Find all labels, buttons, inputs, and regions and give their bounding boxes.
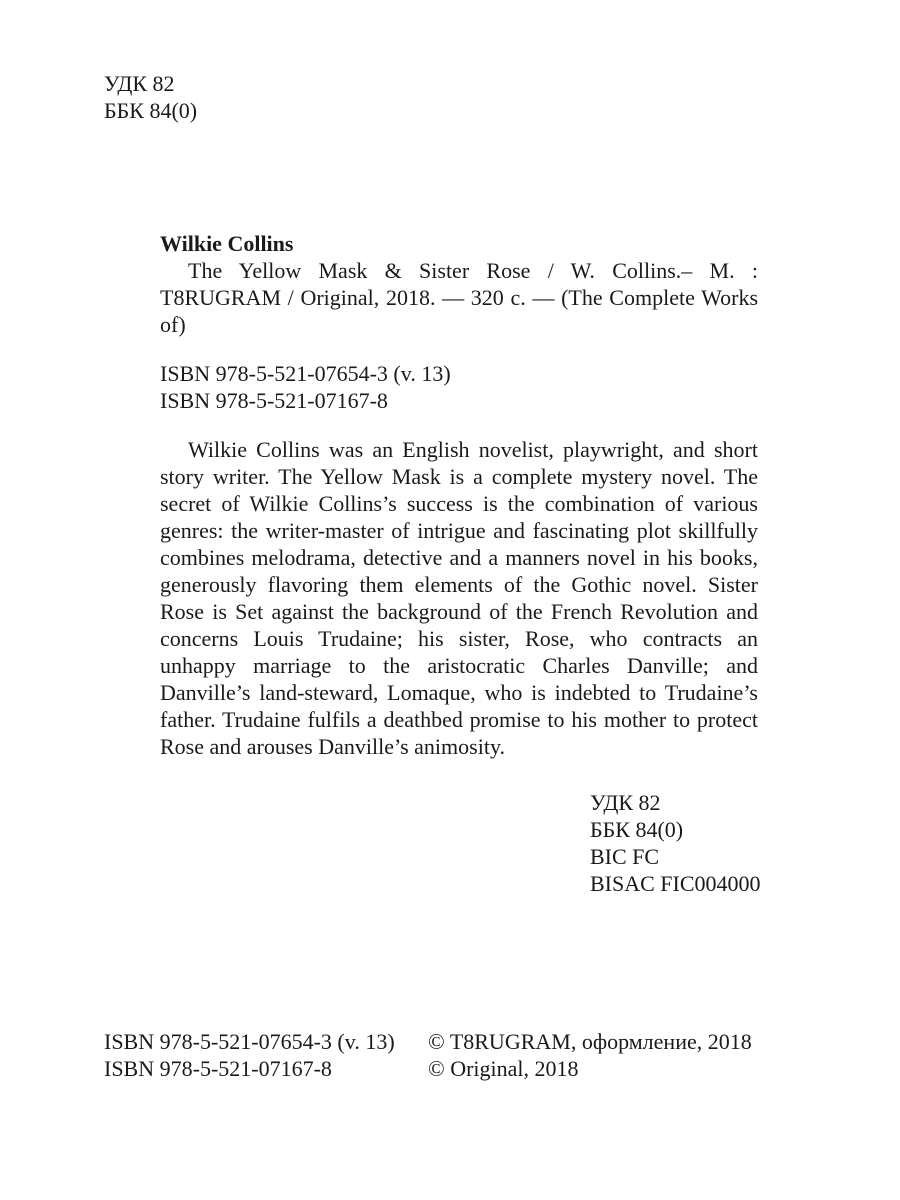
bic-code: BIC FC (590, 844, 660, 869)
footer-isbn-list (104, 1028, 395, 1082)
udk-code: УДК 82 (104, 71, 175, 96)
author-name: Wilkie Collins (160, 231, 294, 256)
copyright-notices (428, 1028, 752, 1082)
isbn-series: ISBN 978-5-521-07167-8 (160, 388, 388, 413)
copyright-design: © T8RUGRAM, оформление, 2018 (428, 1029, 752, 1054)
classification-codes (590, 789, 761, 897)
header-classification-codes (104, 70, 197, 124)
copyright-original: © Original, 2018 (428, 1056, 579, 1081)
footer-isbn-volume: ISBN 978-5-521-07654-3 (v. 13) (104, 1029, 395, 1054)
bbk-code: ББК 84(0) (104, 98, 198, 123)
bbk-code: ББК 84(0) (590, 817, 684, 842)
bibliographic-description: The Yellow Mask & Sister Rose / W. Collins.– M. : T8RUGRAM / Original, 2018. — 320 c. — (The Complete Works of) (160, 258, 758, 337)
isbn-list (160, 360, 758, 414)
bibliographic-record (160, 230, 758, 760)
udk-code: УДК 82 (590, 790, 661, 815)
isbn-volume: ISBN 978-5-521-07654-3 (v. 13) (160, 361, 451, 386)
annotation-paragraph: Wilkie Collins was an English novelist, playwright, and short story writer. The Yellow Mask is a complete mystery novel. The secret of Wilkie Collins’s success is the combination of various genres: the writer-master of intrigue and fascinating plot skillfully combines melodrama, detective and a manners novel in his books, generously flavoring them elements of the Gothic novel. Sister Rose is Set against the background of the French Revolution and concerns Louis Trudaine; his sister, Rose, who contracts an unhappy marriage to the aristocratic Charles Danville; and Danville’s land-steward, Lomaque, who is indebted to Trudaine’s father. Trudaine fulfils a deathbed promise to his mother to protect Rose and arouses Danville’s animosity. (160, 437, 758, 759)
bisac-code: BISAC FIC004000 (590, 871, 761, 896)
footer-isbn-series: ISBN 978-5-521-07167-8 (104, 1056, 332, 1081)
